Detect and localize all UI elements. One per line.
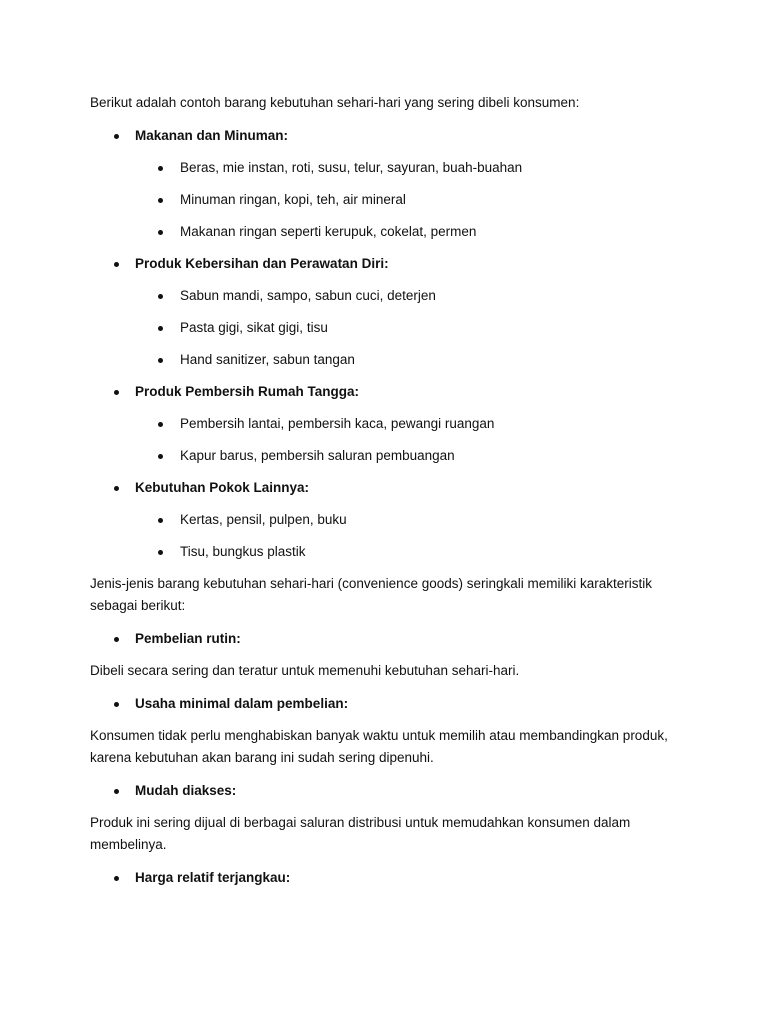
bullet-icon	[158, 454, 163, 459]
sub-item	[135, 157, 680, 179]
sub-item-text: Pembersih lantai, pembersih kaca, pewangi ruangan	[180, 416, 495, 431]
sub-item	[135, 349, 680, 371]
characteristic-title	[90, 867, 680, 889]
sub-item	[135, 541, 680, 563]
characteristic-title	[90, 780, 680, 802]
bullet-icon	[114, 390, 119, 395]
sub-item-text: Sabun mandi, sampo, sabun cuci, deterjen	[180, 288, 436, 303]
bullet-icon	[114, 134, 119, 139]
characteristic-title-text: Usaha minimal dalam pembelian:	[135, 696, 349, 711]
category-list	[90, 125, 680, 563]
characteristic-description: Konsumen tidak perlu menghabiskan banyak waktu untuk memilih atau membandingkan produk, karena kebutuhan akan barang ini sudah sering dipenuhi.	[90, 728, 668, 765]
sub-item	[135, 221, 680, 243]
bullet-icon	[114, 486, 119, 491]
bullet-icon	[158, 198, 163, 203]
bullet-icon	[114, 702, 119, 707]
characteristic-title	[90, 693, 680, 715]
sub-item-list	[135, 413, 680, 467]
characteristic-description: Produk ini sering dijual di berbagai saluran distribusi untuk memudahkan konsumen dalam membelinya.	[90, 815, 631, 852]
sub-item	[135, 189, 680, 211]
sub-item	[135, 445, 680, 467]
document-page	[90, 92, 680, 899]
sub-item-text: Kertas, pensil, pulpen, buku	[180, 512, 347, 527]
characteristics-intro: Jenis-jenis barang kebutuhan sehari-hari (convenience goods) seringkali memiliki karakteristik sebagai berikut:	[90, 576, 653, 613]
sub-item-list	[135, 285, 680, 371]
bullet-icon	[158, 166, 163, 171]
category-item	[90, 253, 680, 371]
bullet-icon	[158, 518, 163, 523]
category-title: Kebutuhan Pokok Lainnya:	[135, 480, 310, 495]
sub-item-text: Kapur barus, pembersih saluran pembuangan	[180, 448, 455, 463]
sub-item-text: Tisu, bungkus plastik	[180, 544, 306, 559]
bullet-icon	[158, 326, 163, 331]
bullet-icon	[114, 262, 119, 267]
sub-item	[135, 317, 680, 339]
sub-item	[135, 285, 680, 307]
bullet-icon	[114, 637, 119, 642]
bullet-icon	[158, 230, 163, 235]
characteristic-title-text: Mudah diakses:	[135, 783, 237, 798]
characteristic-title	[90, 628, 680, 650]
sub-item	[135, 509, 680, 531]
category-title: Produk Pembersih Rumah Tangga:	[135, 384, 360, 399]
category-title: Makanan dan Minuman:	[135, 128, 289, 143]
sub-item-text: Hand sanitizer, sabun tangan	[180, 352, 355, 367]
bullet-icon	[158, 294, 163, 299]
sub-item-text: Makanan ringan seperti kerupuk, cokelat, permen	[180, 224, 477, 239]
bullet-icon	[158, 422, 163, 427]
characteristic-title-text: Harga relatif terjangkau:	[135, 870, 291, 885]
bullet-icon	[114, 789, 119, 794]
category-item	[90, 381, 680, 467]
category-item	[90, 125, 680, 243]
bullet-icon	[158, 358, 163, 363]
sub-item-text: Pasta gigi, sikat gigi, tisu	[180, 320, 328, 335]
bullet-icon	[114, 876, 119, 881]
category-item	[90, 477, 680, 563]
intro-paragraph: Berikut adalah contoh barang kebutuhan sehari-hari yang sering dibeli konsumen:	[90, 95, 580, 110]
sub-item-list	[135, 509, 680, 563]
sub-item-text: Beras, mie instan, roti, susu, telur, sayuran, buah-buahan	[180, 160, 523, 175]
sub-item	[135, 413, 680, 435]
characteristic-title-text: Pembelian rutin:	[135, 631, 241, 646]
sub-item-list	[135, 157, 680, 243]
category-title: Produk Kebersihan dan Perawatan Diri:	[135, 256, 389, 271]
sub-item-text: Minuman ringan, kopi, teh, air mineral	[180, 192, 406, 207]
characteristic-description: Dibeli secara sering dan teratur untuk memenuhi kebutuhan sehari-hari.	[90, 663, 520, 678]
bullet-icon	[158, 550, 163, 555]
